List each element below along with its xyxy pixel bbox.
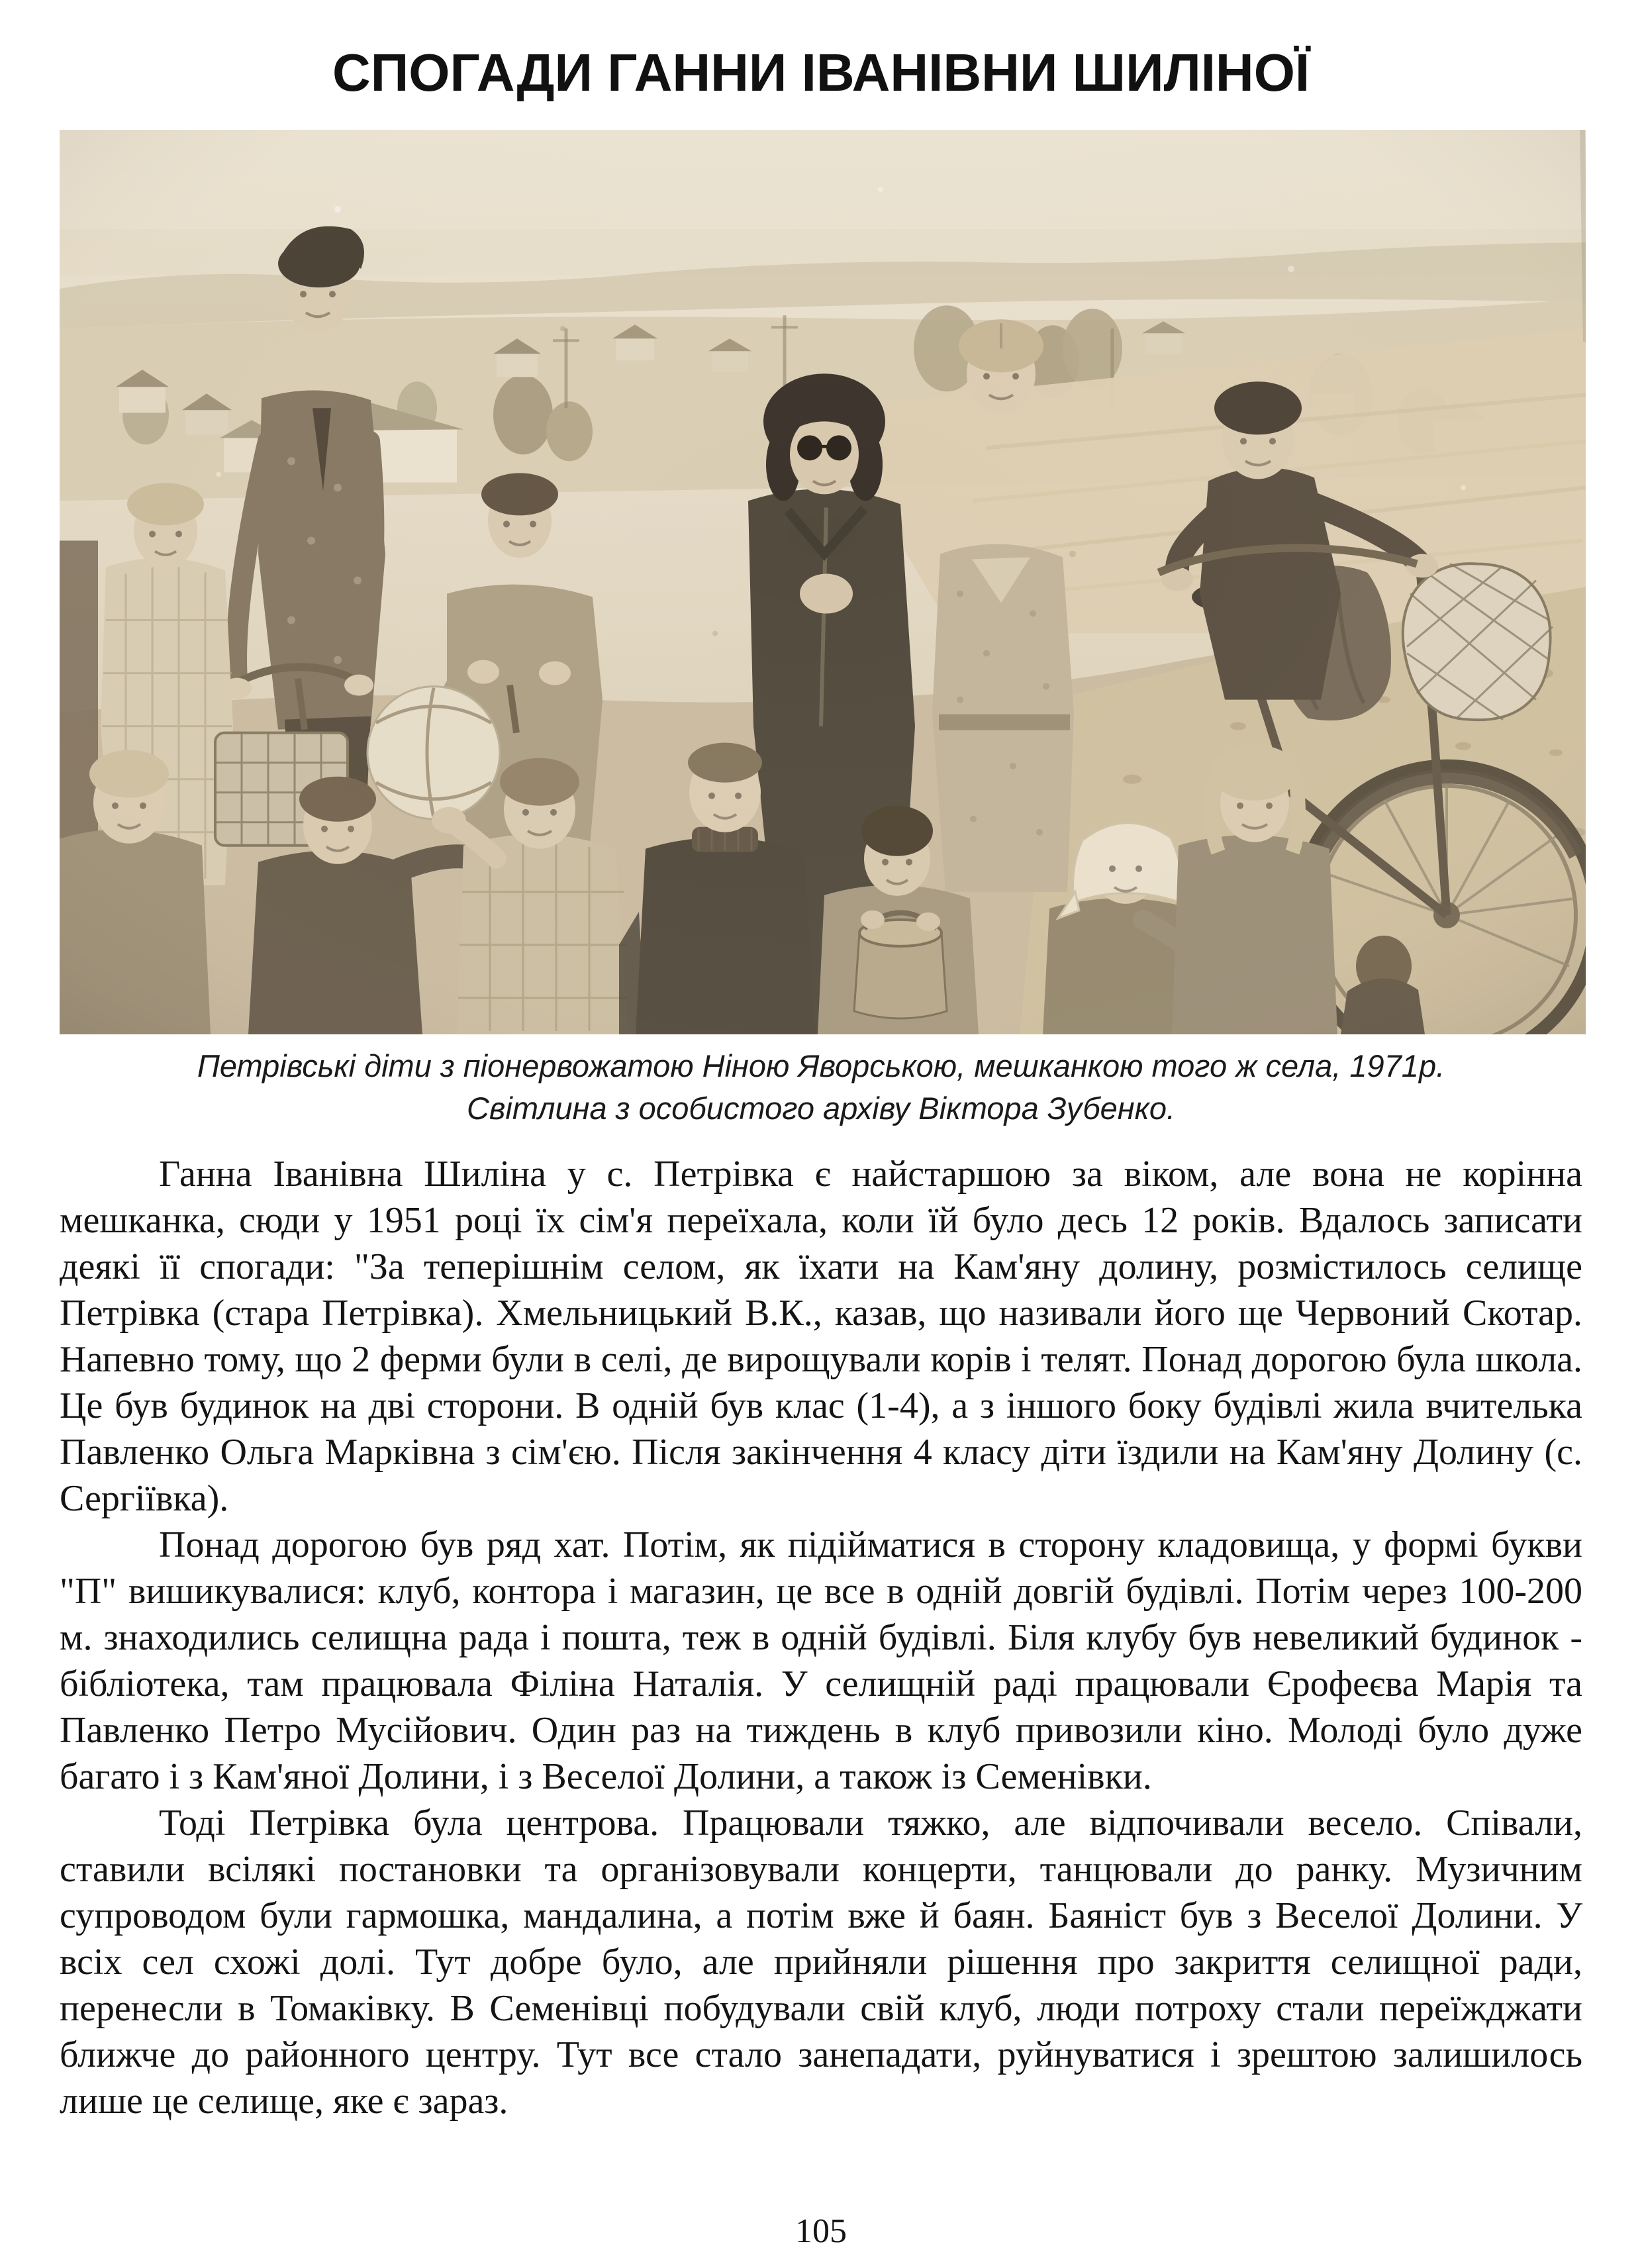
photo-caption [60, 1045, 1582, 1130]
photo-caption-line2: Світлина з особистого архіву Віктора Зубенко. [466, 1091, 1176, 1126]
page-number: 105 [795, 2212, 847, 2250]
photo-sepia-wash [60, 130, 1586, 1034]
photo-caption-line1: Петрівські діти з піонервожатою Ніною Яворською, мешканкою того ж села, 1971р. [197, 1048, 1445, 1083]
memoir-text [60, 1151, 1582, 2124]
paragraph-2: Понад дорогою був ряд хат. Потім, як підійматися в сторону кладовища, у формі букви "П" вишикувалися: клуб, контора і магазин, це все в одній довгій будівлі. Потім через 100-200 м. знаходились селищна рада і пошта, теж в одній будівлі. Біля клубу був невеликий будинок - бібліотека, там працювала Філіна Наталія. У селищній раді працювали Єрофеєва Марія та Павленко Петро Мусійович. Один раз на тиждень в клуб привозили кіно. Молоді було дуже багато і з Кам'яної Долини, і з Веселої Долини, а також із Семенівки. [60, 1524, 1582, 1797]
page-title: СПОГАДИ ГАННИ ІВАНІВНИ ШИЛІНОЇ [332, 43, 1310, 102]
archival-photo [60, 130, 1586, 1034]
paragraph-3: Тоді Петрівка була центрова. Працювали тяжко, але відпочивали весело. Співали, ставили всілякі постановки та організовували концерти, танцювали до ранку. Музичним супроводом були гармошка, мандалина, а потім вже й баян. Баяніст був з Веселої Долини. У всіх сел схожі долі. Тут добре було, але прийняли рішення про закриття селищної ради, перенесли в Томаківку. В Семенівці побудували свій клуб, люди потроху стали переїжджати ближче до районного центру. Тут все стало занепадати, руйнуватися і зрештою залишилось лише це селище, яке є зараз. [60, 1802, 1582, 2122]
paragraph-1: Ганна Іванівна Шиліна у с. Петрівка є найстаршою за віком, але вона не корінна мешканка, сюди у 1951 році їх сім'я переїхала, коли їй було десь 12 років. Вдалось записати деякі її спогади: "За теперішнім селом, як їхати на Кам'яну долину, розмістилось селище Петрівка (стара Петрівка). Хмельницький В.К., казав, що називали його ще Червоний Скотар. Напевно тому, що 2 ферми були в селі, де вирощували корів і телят. Понад дорогою була школа. Це був будинок на дві сторони. В одній був клас (1-4), а з іншого боку будівлі жила вчителька Павленко Ольга Марківна з сім'єю. Після закінчення 4 класу діти їздили на Кам'яну Долину (с. Сергіївка). [60, 1154, 1582, 1519]
archival-photo-illustration [60, 130, 1586, 1034]
